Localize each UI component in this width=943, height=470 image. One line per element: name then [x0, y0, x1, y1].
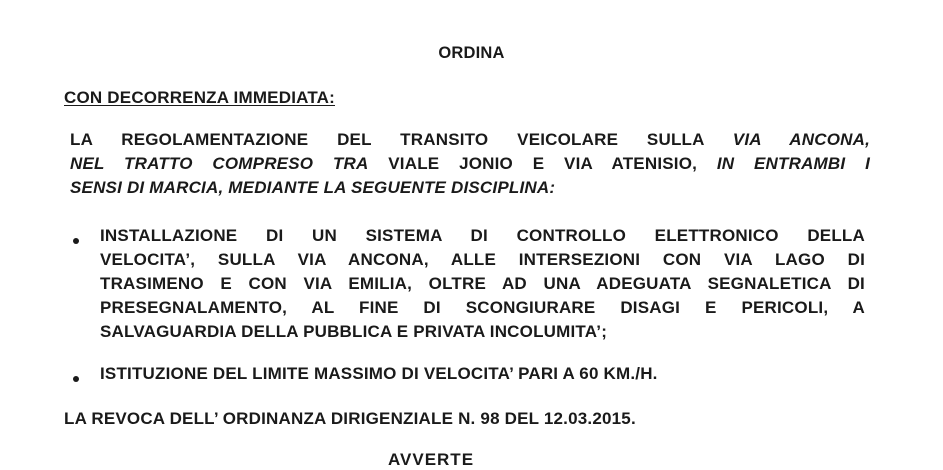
- regulation-paragraph: [70, 128, 870, 200]
- paragraph-line-1: [70, 128, 870, 152]
- bullet-line: SALVAGUARDIA DELLA PUBBLICA E PRIVATA INCOLUMITA’;: [100, 322, 608, 341]
- document-title: ORDINA: [438, 44, 505, 62]
- bullet-icon: [73, 238, 79, 244]
- paragraph-line-3: [70, 176, 870, 200]
- next-heading-cut-off: AVVERTE: [388, 450, 475, 469]
- bullet-line: VELOCITA’, SULLA VIA ANCONA, ALLE INTERSEZIONI CON VIA LAGO DI: [100, 250, 865, 269]
- paragraph-italic-text: IN ENTRAMBI I: [716, 154, 871, 173]
- bullet-text: [100, 224, 865, 344]
- paragraph-text: VIALE JONIO E VIA ATENISIO,: [368, 154, 717, 173]
- paragraph-italic-text: VIA ANCONA,: [732, 130, 870, 149]
- bullet-line: PRESEGNALAMENTO, AL FINE DI SCONGIURARE DISAGI E PERICOLI, A: [100, 298, 865, 317]
- paragraph-italic-text: SENSI DI MARCIA, MEDIANTE LA SEGUENTE DISCIPLINA:: [70, 178, 556, 197]
- bullet-icon: [73, 376, 79, 382]
- section-heading: CON DECORRENZA IMMEDIATA:: [64, 88, 335, 107]
- paragraph-line-2: [70, 152, 870, 176]
- bullet-line: ISTITUZIONE DEL LIMITE MASSIMO DI VELOCITA’ PARI A 60 KM./H.: [100, 364, 658, 383]
- paragraph-text: LA REGOLAMENTAZIONE DEL TRANSITO VEICOLARE SULLA: [70, 130, 733, 149]
- bullet-line: INSTALLAZIONE DI UN SISTEMA DI CONTROLLO ELETTRONICO DELLA: [100, 226, 865, 245]
- paragraph-italic-text: NEL TRATTO COMPRESO TRA: [70, 154, 369, 173]
- revocation-text: LA REVOCA DELL’ ORDINANZA DIRIGENZIALE N. 98 DEL 12.03.2015.: [64, 409, 636, 428]
- bullet-line: TRASIMENO E CON VIA EMILIA, OLTRE AD UNA ADEGUATA SEGNALETICA DI: [100, 274, 865, 293]
- bullet-text: [100, 362, 865, 386]
